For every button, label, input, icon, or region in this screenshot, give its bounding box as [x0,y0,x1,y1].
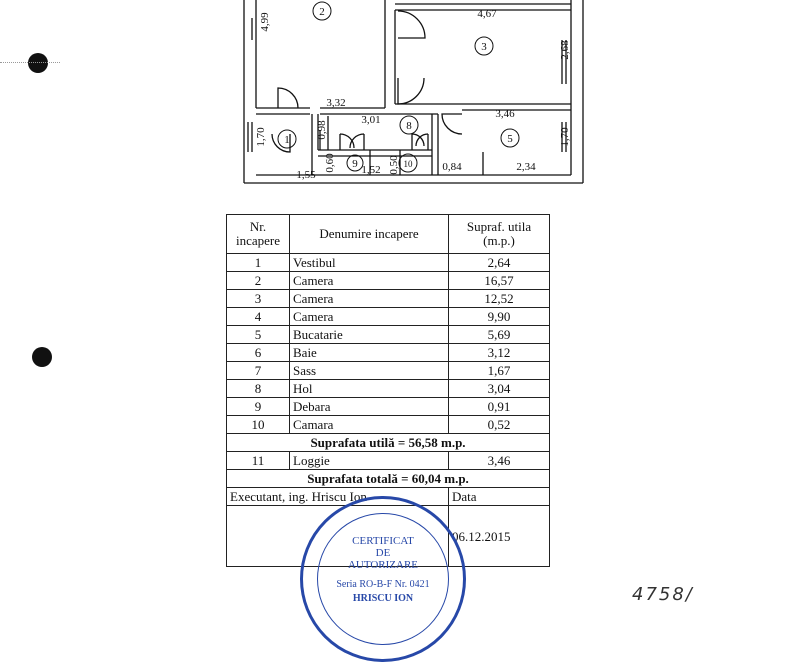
room-10-number: 10 [403,159,413,169]
row-number: 10 [227,416,290,434]
row-area: 16,57 [449,272,550,290]
table-row [227,254,550,272]
row-number: 7 [227,362,290,380]
dim-2-68: 2,68 [559,40,571,60]
row-name: Camera [290,290,449,308]
dim-0-98: 0,98 [316,120,328,140]
table-row [227,398,550,416]
table-row [227,308,550,326]
dim-1-70-right: 1,70 [559,127,571,147]
row-name: Bucatarie [290,326,449,344]
room-1-number: 1 [284,134,290,146]
dim-3-32: 3,32 [326,97,346,109]
row-area: 3,12 [449,344,550,362]
dim-0-60: 0,60 [324,153,336,173]
row-number: 11 [227,452,290,470]
dim-1-52: 1,52 [361,164,381,176]
total-area-row [227,470,550,488]
table-header-row [227,215,550,254]
header-room-number: Nr. incapere [227,215,290,254]
table-row [227,344,550,362]
stamp-name: HRISCU ION [352,593,414,604]
authorization-stamp [300,496,466,662]
room-9-number: 9 [352,158,358,170]
punch-hole-bottom [32,347,52,367]
row-number: 1 [227,254,290,272]
dim-0-50: 0,50 [388,155,400,175]
row-name: Baie [290,344,449,362]
date-value: 06.12.2015 [449,506,550,567]
table-row [227,272,550,290]
row-name: Camera [290,308,449,326]
row-name: Camera [290,272,449,290]
dim-0-84: 0,84 [442,161,462,173]
row-number: 3 [227,290,290,308]
row-area: 2,64 [449,254,550,272]
row-name: Debara [290,398,449,416]
row-number: 5 [227,326,290,344]
dim-1-55: 1,55 [296,169,316,181]
room-8-number: 8 [406,120,412,132]
row-area: 0,52 [449,416,550,434]
table-row [227,362,550,380]
row-area: 9,90 [449,308,550,326]
dim-4-99: 4,99 [259,12,271,32]
stamp-line-2: DE [375,547,391,559]
row-area: 3,46 [449,452,550,470]
usable-total-row [227,434,550,452]
dim-3-46: 3,46 [495,108,515,120]
stamp-line-3: AUTORIZARE [347,559,419,571]
floor-plan [0,0,800,200]
row-area: 0,91 [449,398,550,416]
row-name: Vestibul [290,254,449,272]
row-name: Hol [290,380,449,398]
table-row [227,326,550,344]
room-3-number: 3 [481,41,487,53]
date-label: Data [449,488,550,506]
header-room-name: Denumire incapere [290,215,449,254]
stamp-series: Seria RO-B-F Nr. 0421 [336,579,430,590]
room-2-number: 2 [319,6,325,18]
usable-total: Suprafata utilă = 56,58 m.p. [227,434,550,452]
table-row [227,416,550,434]
table-row [227,380,550,398]
dim-2-34: 2,34 [516,161,536,173]
dim-1-70-left: 1,70 [255,127,267,147]
table-row [227,452,550,470]
row-number: 9 [227,398,290,416]
row-number: 8 [227,380,290,398]
row-area: 5,69 [449,326,550,344]
row-area: 12,52 [449,290,550,308]
row-name: Sass [290,362,449,380]
row-number: 4 [227,308,290,326]
header-usable-area: Supraf. utila (m.p.) [449,215,550,254]
total-area: Suprafata totală = 60,04 m.p. [227,470,550,488]
handwritten-number: 4758/ [632,584,694,605]
stamp-line-1: CERTIFICAT [352,535,414,547]
row-area: 1,67 [449,362,550,380]
row-number: 2 [227,272,290,290]
dim-4-67: 4,67 [477,8,497,20]
row-area: 3,04 [449,380,550,398]
table-row [227,290,550,308]
executant: Executant, ing. Hriscu Ion [227,488,449,506]
room-5-number: 5 [507,133,513,145]
row-name: Camara [290,416,449,434]
row-name: Loggie [290,452,449,470]
dim-3-01: 3,01 [361,114,381,126]
scan-artifact-line [0,62,60,63]
row-number: 6 [227,344,290,362]
